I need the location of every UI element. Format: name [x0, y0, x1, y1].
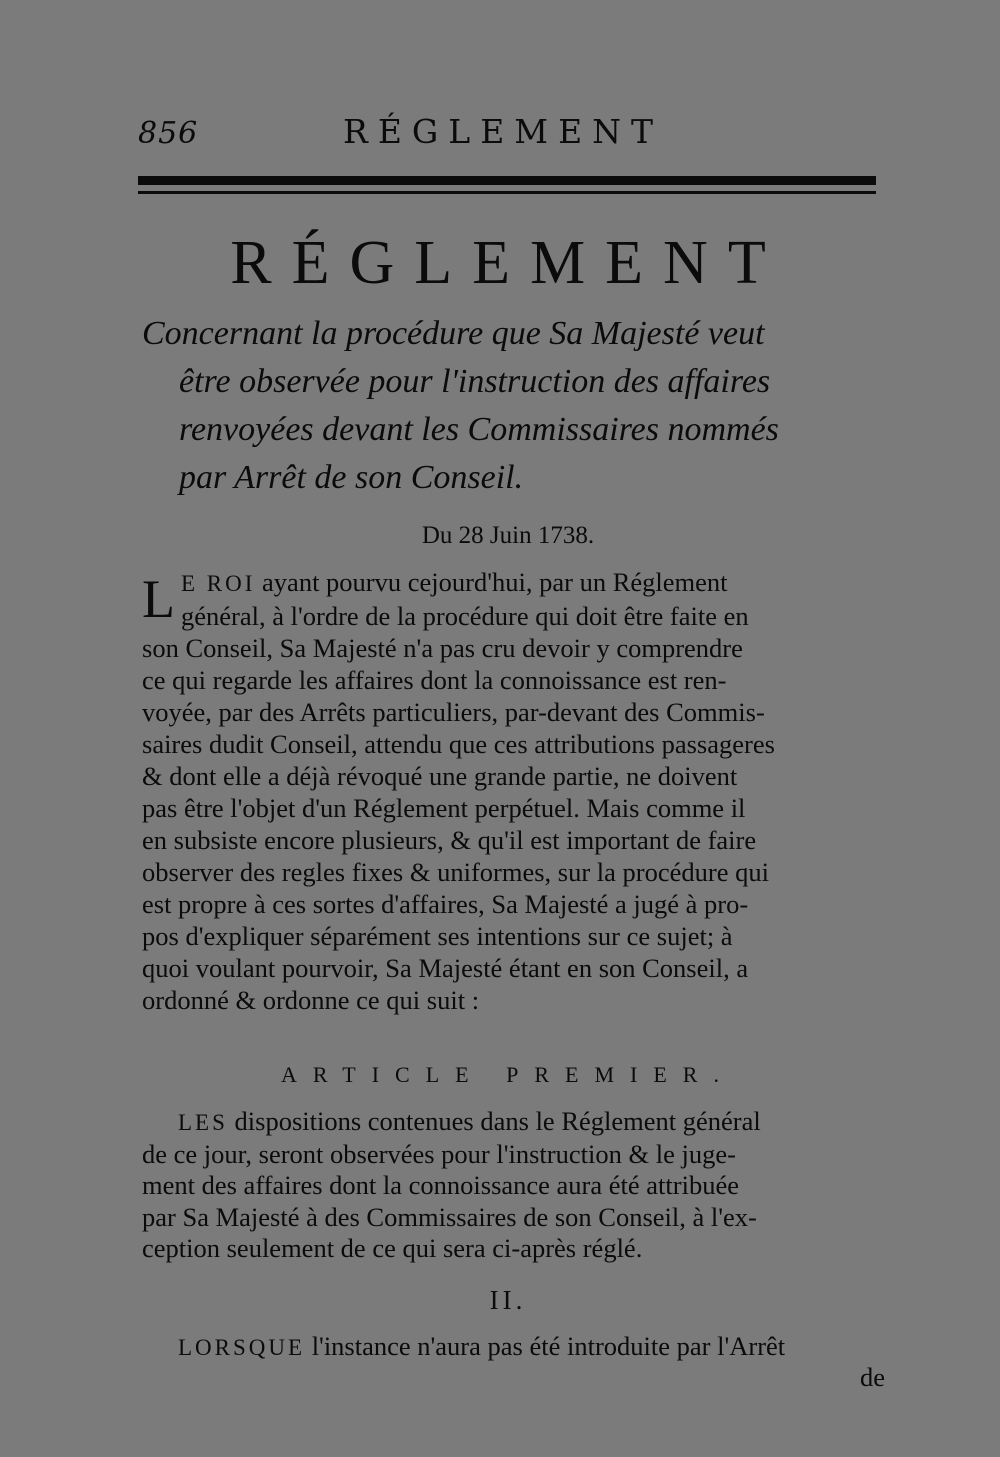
catchword: de	[859, 1362, 885, 1392]
smallcaps-opening: E ROI	[181, 571, 256, 596]
paragraph-line: dispositions contenues dans le Réglement général	[227, 1106, 761, 1136]
date-line: Du 28 Juin 1738.	[421, 522, 595, 549]
paragraph-line: ordonné & ordonne ce qui suit :	[142, 985, 480, 1015]
subtitle-line: Concernant la procédure que Sa Majesté veut	[142, 315, 765, 352]
paragraph-line: est propre à ces sortes d'affaires, Sa Majesté a jugé à pro-	[142, 889, 749, 919]
running-title: RÉGLEMENT	[343, 112, 664, 151]
subtitle-line: renvoyées devant les Commissaires nommés	[179, 411, 779, 448]
running-head	[138, 112, 878, 160]
article-1-paragraph	[142, 1106, 882, 1265]
paragraph-line: saires dudit Conseil, attendu que ces attributions passageres	[142, 729, 775, 759]
paragraph-line: voyée, par des Arrêts particuliers, par-devant des Commis-	[142, 697, 765, 727]
paragraph-line: en subsiste encore plusieurs, & qu'il est important de faire	[142, 825, 757, 855]
paragraph-line: ment des affaires dont la connoissance aura été attribuée	[142, 1170, 739, 1200]
article-heading: ARTICLE PREMIER.	[281, 1062, 735, 1087]
paragraph-line: ception seulement de ce qui sera ci-après réglé.	[142, 1233, 643, 1263]
preamble-paragraph	[142, 566, 882, 1016]
subtitle-line: par Arrêt de son Conseil.	[179, 459, 524, 496]
paragraph-line: pas être l'objet d'un Réglement perpétuel. Mais comme il	[142, 793, 746, 823]
drop-cap: L	[142, 569, 175, 629]
paragraph-line: son Conseil, Sa Majesté n'a pas cru devoir y comprendre	[142, 633, 743, 663]
paragraph-line: de ce jour, seront observées pour l'instruction & le juge-	[142, 1138, 736, 1169]
paragraph-line: par Sa Majesté à des Commissaires de son Conseil, à l'ex-	[142, 1201, 757, 1232]
subtitle-line: être observée pour l'instruction des affaires	[179, 363, 771, 400]
paragraph-line: pos d'expliquer séparément ses intentions sur ce sujet; à	[142, 921, 733, 951]
smallcaps-opening: LORSQUE	[178, 1335, 306, 1360]
paragraph-line: général, à l'ordre de la procédure qui doit être faite en	[181, 601, 749, 631]
page-number: 856	[138, 116, 199, 151]
article-numeral: II.	[489, 1285, 527, 1315]
paragraph-line: ce qui regarde les affaires dont la connoissance est ren-	[142, 665, 727, 695]
header-rule-thick	[138, 176, 876, 185]
paragraph-line: quoi voulant pourvoir, Sa Majesté étant en son Conseil, a	[142, 953, 749, 983]
paragraph-line: ayant pourvu cejourd'hui, par un Réglement	[255, 567, 728, 597]
paragraph-line: l'instance n'aura pas été introduite par l'Arrêt	[305, 1331, 786, 1361]
article-2-paragraph	[178, 1330, 884, 1364]
smallcaps-opening: LES	[178, 1110, 228, 1135]
paragraph-line: observer des regles fixes & uniformes, sur la procédure qui	[142, 857, 769, 887]
subtitle	[142, 310, 880, 502]
paragraph-line: & dont elle a déjà révoqué une grande partie, ne doivent	[142, 761, 738, 791]
main-title: RÉGLEMENT	[230, 229, 786, 297]
header-rule-thin	[138, 191, 876, 194]
